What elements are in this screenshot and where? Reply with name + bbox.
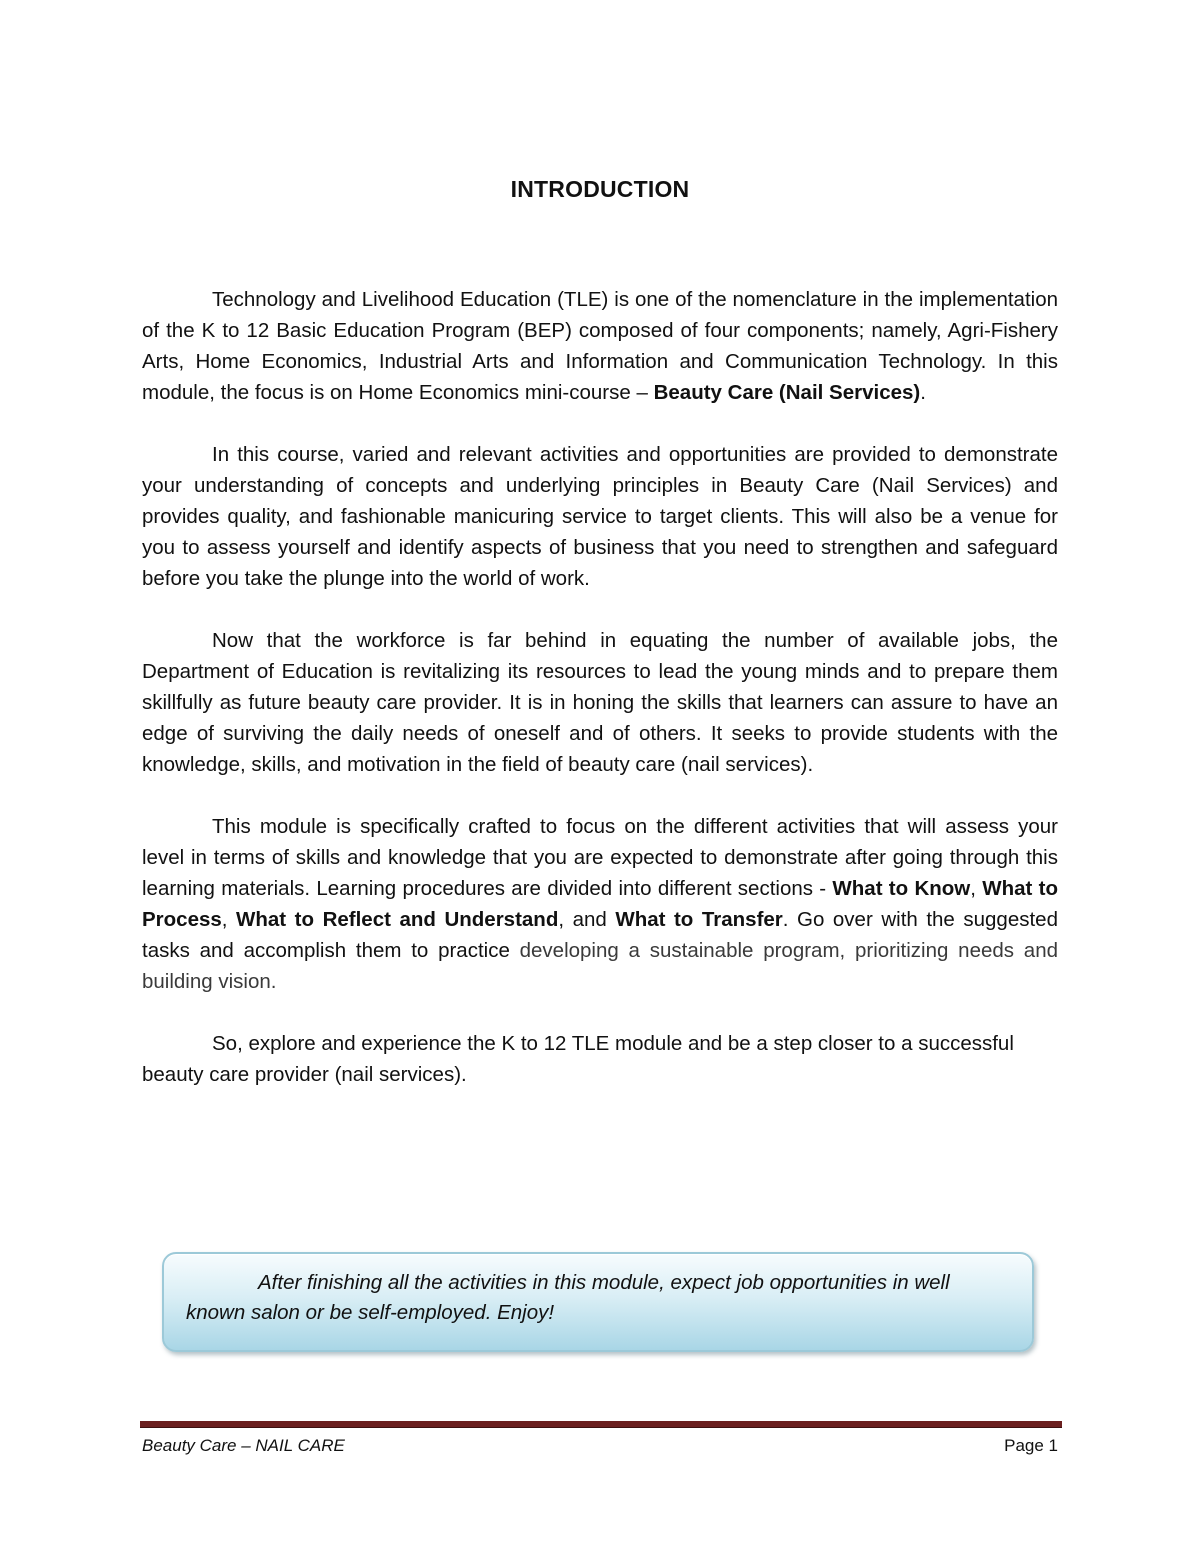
section-what-to-process: What to Process — [142, 877, 1058, 931]
footer-rule — [140, 1421, 1062, 1427]
page-title: INTRODUCTION — [510, 176, 690, 202]
separator: , and — [558, 908, 616, 931]
paragraph-text: This module is specifically crafted to focus on the different activities that will assess your level in terms of skills and knowledge that you are expected to demonstrate after going through this learning materials. Learning procedures are divided into different sections - — [142, 815, 1058, 900]
paragraph-workforce: Now that the workforce is far behind in equating the number of available jobs, the Department of Education is revitalizing its resources to lead the young minds and to prepare them skillfully as future beauty care provider. It is in honing the skills that learners can assure to have an edge of surviving the daily needs of oneself and of others. It seeks to provide students with the knowledge, skills, and motivation in the field of beauty care (nail services). — [142, 629, 1058, 776]
section-what-to-know: What to Know — [832, 877, 971, 900]
section-what-to-reflect: What to Reflect and Understand — [236, 908, 559, 931]
paragraph-end: . — [920, 381, 926, 404]
callout-box — [162, 1252, 1034, 1352]
paragraph-course-activities: In this course, varied and relevant activities and opportunities are provided to demonstrate your understanding of concepts and underlying principles in Beauty Care (Nail Services) and provides quality, and fashionable manicuring service to target clients. This will also be a venue for you to assess yourself and identify aspects of business that you need to strengthen and safeguard before you take the plunge into the world of work. — [142, 443, 1058, 590]
separator: , — [221, 908, 237, 931]
footer-page-number: Page 1 — [1004, 1436, 1058, 1455]
bold-course-name: Beauty Care (Nail Services) — [653, 381, 921, 404]
section-what-to-transfer: What to Transfer — [615, 908, 783, 931]
paragraph-module-sections — [142, 811, 1058, 997]
paragraph-text: Technology and Livelihood Education (TLE) is one of the nomenclature in the implementation of the K to 12 Basic Education Program (BEP) composed of four components; namely, Agri-Fishery Arts, Home Economics, Industrial Arts and Information and Communication Technology. In this module, the focus is on Home Economics mini-course – — [142, 288, 1058, 404]
introduction-body — [142, 284, 1058, 1121]
paragraph-text: . Go over with the suggested tasks and accomplish them to practice — [142, 908, 1058, 962]
paragraph-gray-text: developing a sustainable program, prioritizing needs and building vision. — [142, 939, 1058, 993]
paragraph-closing: So, explore and experience the K to 12 TLE module and be a step closer to a successful beauty care provider (nail services). — [142, 1032, 1014, 1086]
callout-text: After finishing all the activities in this module, expect job opportunities in well known salon or be self-employed. Enjoy! — [186, 1271, 950, 1324]
footer-module-title: Beauty Care – NAIL CARE — [142, 1436, 345, 1455]
paragraph-tle-overview — [142, 284, 1058, 408]
separator: , — [970, 877, 983, 900]
